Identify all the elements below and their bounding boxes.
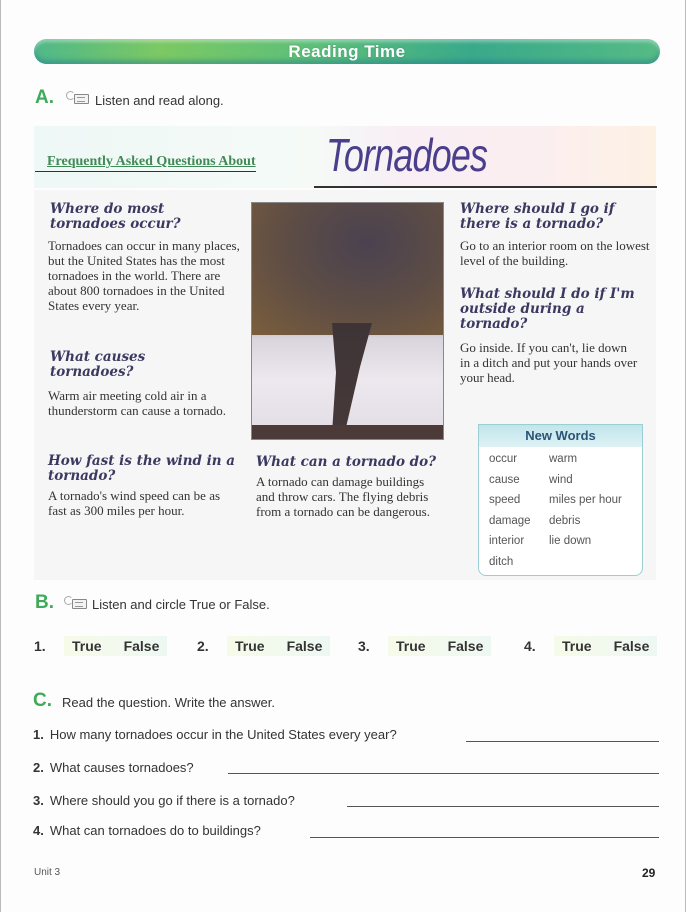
tf-number: 4. [524,638,536,654]
faq-question: What causes tornadoes? [50,349,146,380]
vocab-row [489,474,622,495]
answer-line[interactable] [310,837,659,838]
listen-icon [66,91,88,103]
faq-answer: Warm air meeting cold air in a thunderstorm can cause a tornado. [48,388,226,418]
new-words-title: New Words [479,425,642,447]
question-text: What causes tornadoes? [49,760,194,775]
vocab-word: speed [489,494,521,506]
question-text: What can tornadoes do to buildings? [49,823,261,838]
question-text: How many tornadoes occur in the United States every year? [49,727,397,742]
question-number: 1. [33,727,44,742]
false-option[interactable]: False [286,638,323,654]
question-number: 4. [33,823,44,838]
section-b-instruction: Listen and circle True or False. [92,597,270,612]
answer-line[interactable] [347,806,659,807]
vocab-row [489,515,622,536]
title-rule [314,186,657,188]
tf-item [358,636,491,656]
tf-number: 1. [34,638,46,654]
vocab-word: interior [489,535,525,547]
false-option[interactable]: False [123,638,160,654]
tf-number: 2. [197,638,209,654]
answer-line[interactable] [228,773,659,774]
faq-question: Where do most tornadoes occur? [50,201,181,232]
vocab-word: lie down [549,535,592,547]
true-option[interactable]: True [235,638,265,654]
faq-question: Where should I go if there is a tornado? [460,201,615,232]
true-false-row [0,636,686,656]
vocab-word: damage [489,514,531,527]
vocab-word: cause [489,473,520,486]
faq-question: How fast is the wind in a tornado? [48,453,236,484]
question-number: 3. [33,793,44,808]
tf-number: 3. [358,638,370,654]
section-b-letter: B. [35,592,54,613]
vocab-word: miles per hour [549,494,622,506]
vocab-word: warm [549,453,578,465]
faq-answer: Tornadoes can occur in many places, but the United States has the most tornadoes in the world. There are about 800 tornadoes in the United States every year. [48,238,240,313]
faq-answer: A tornado's wind speed can be as fast as 300 miles per hour. [48,488,221,518]
false-option[interactable]: False [447,638,484,654]
question-text: Where should you go if there is a tornado? [49,793,295,808]
vocab-word: wind [549,473,573,486]
tf-item [197,636,330,656]
listen-icon [64,596,86,608]
faq-answer: A tornado can damage buildings and throw cars. The flying debris from a tornado can be dangerous. [256,474,430,519]
vocab-row [489,535,622,556]
question-number: 2. [33,760,44,775]
tf-item [524,636,657,656]
section-c-instruction: Read the question. Write the answer. [62,695,275,710]
faq-answer: Go inside. If you can't, lie down in a ditch and put your hands over your head. [460,340,638,385]
faq-answer: Go to an interior room on the lowest level of the building. [460,238,650,268]
page-number: 29 [642,866,656,880]
question-item [33,823,261,838]
true-option[interactable]: True [396,638,426,654]
article-kicker: Frequently Asked Questions About [35,154,256,172]
vocab-word: ditch [489,555,514,568]
false-option[interactable]: False [613,638,650,654]
question-item [33,793,295,808]
faq-question: What should I do if I'm outside during a tornado? [460,286,635,332]
header-banner [34,39,660,64]
tornado-photo [251,202,444,440]
new-words-box [478,424,643,576]
section-a-instruction: Listen and read along. [95,93,224,108]
question-item [33,760,194,775]
vocab-row [489,556,622,577]
faq-question: What can a tornado do? [256,454,437,470]
section-a-letter: A. [35,87,54,108]
vocab-word: debris [549,514,581,527]
vocab-row [489,494,622,515]
vocab-word: occur [489,453,518,465]
true-option[interactable]: True [562,638,592,654]
answer-line[interactable] [466,741,659,742]
vocab-row [489,453,622,474]
true-option[interactable]: True [72,638,102,654]
footer-unit: Unit 3 [34,867,61,878]
header-title: Reading Time [288,41,406,61]
question-item [33,727,397,742]
tf-item [34,636,167,656]
article-title: Tornadoes [326,129,488,181]
section-c-letter: C. [33,690,52,711]
